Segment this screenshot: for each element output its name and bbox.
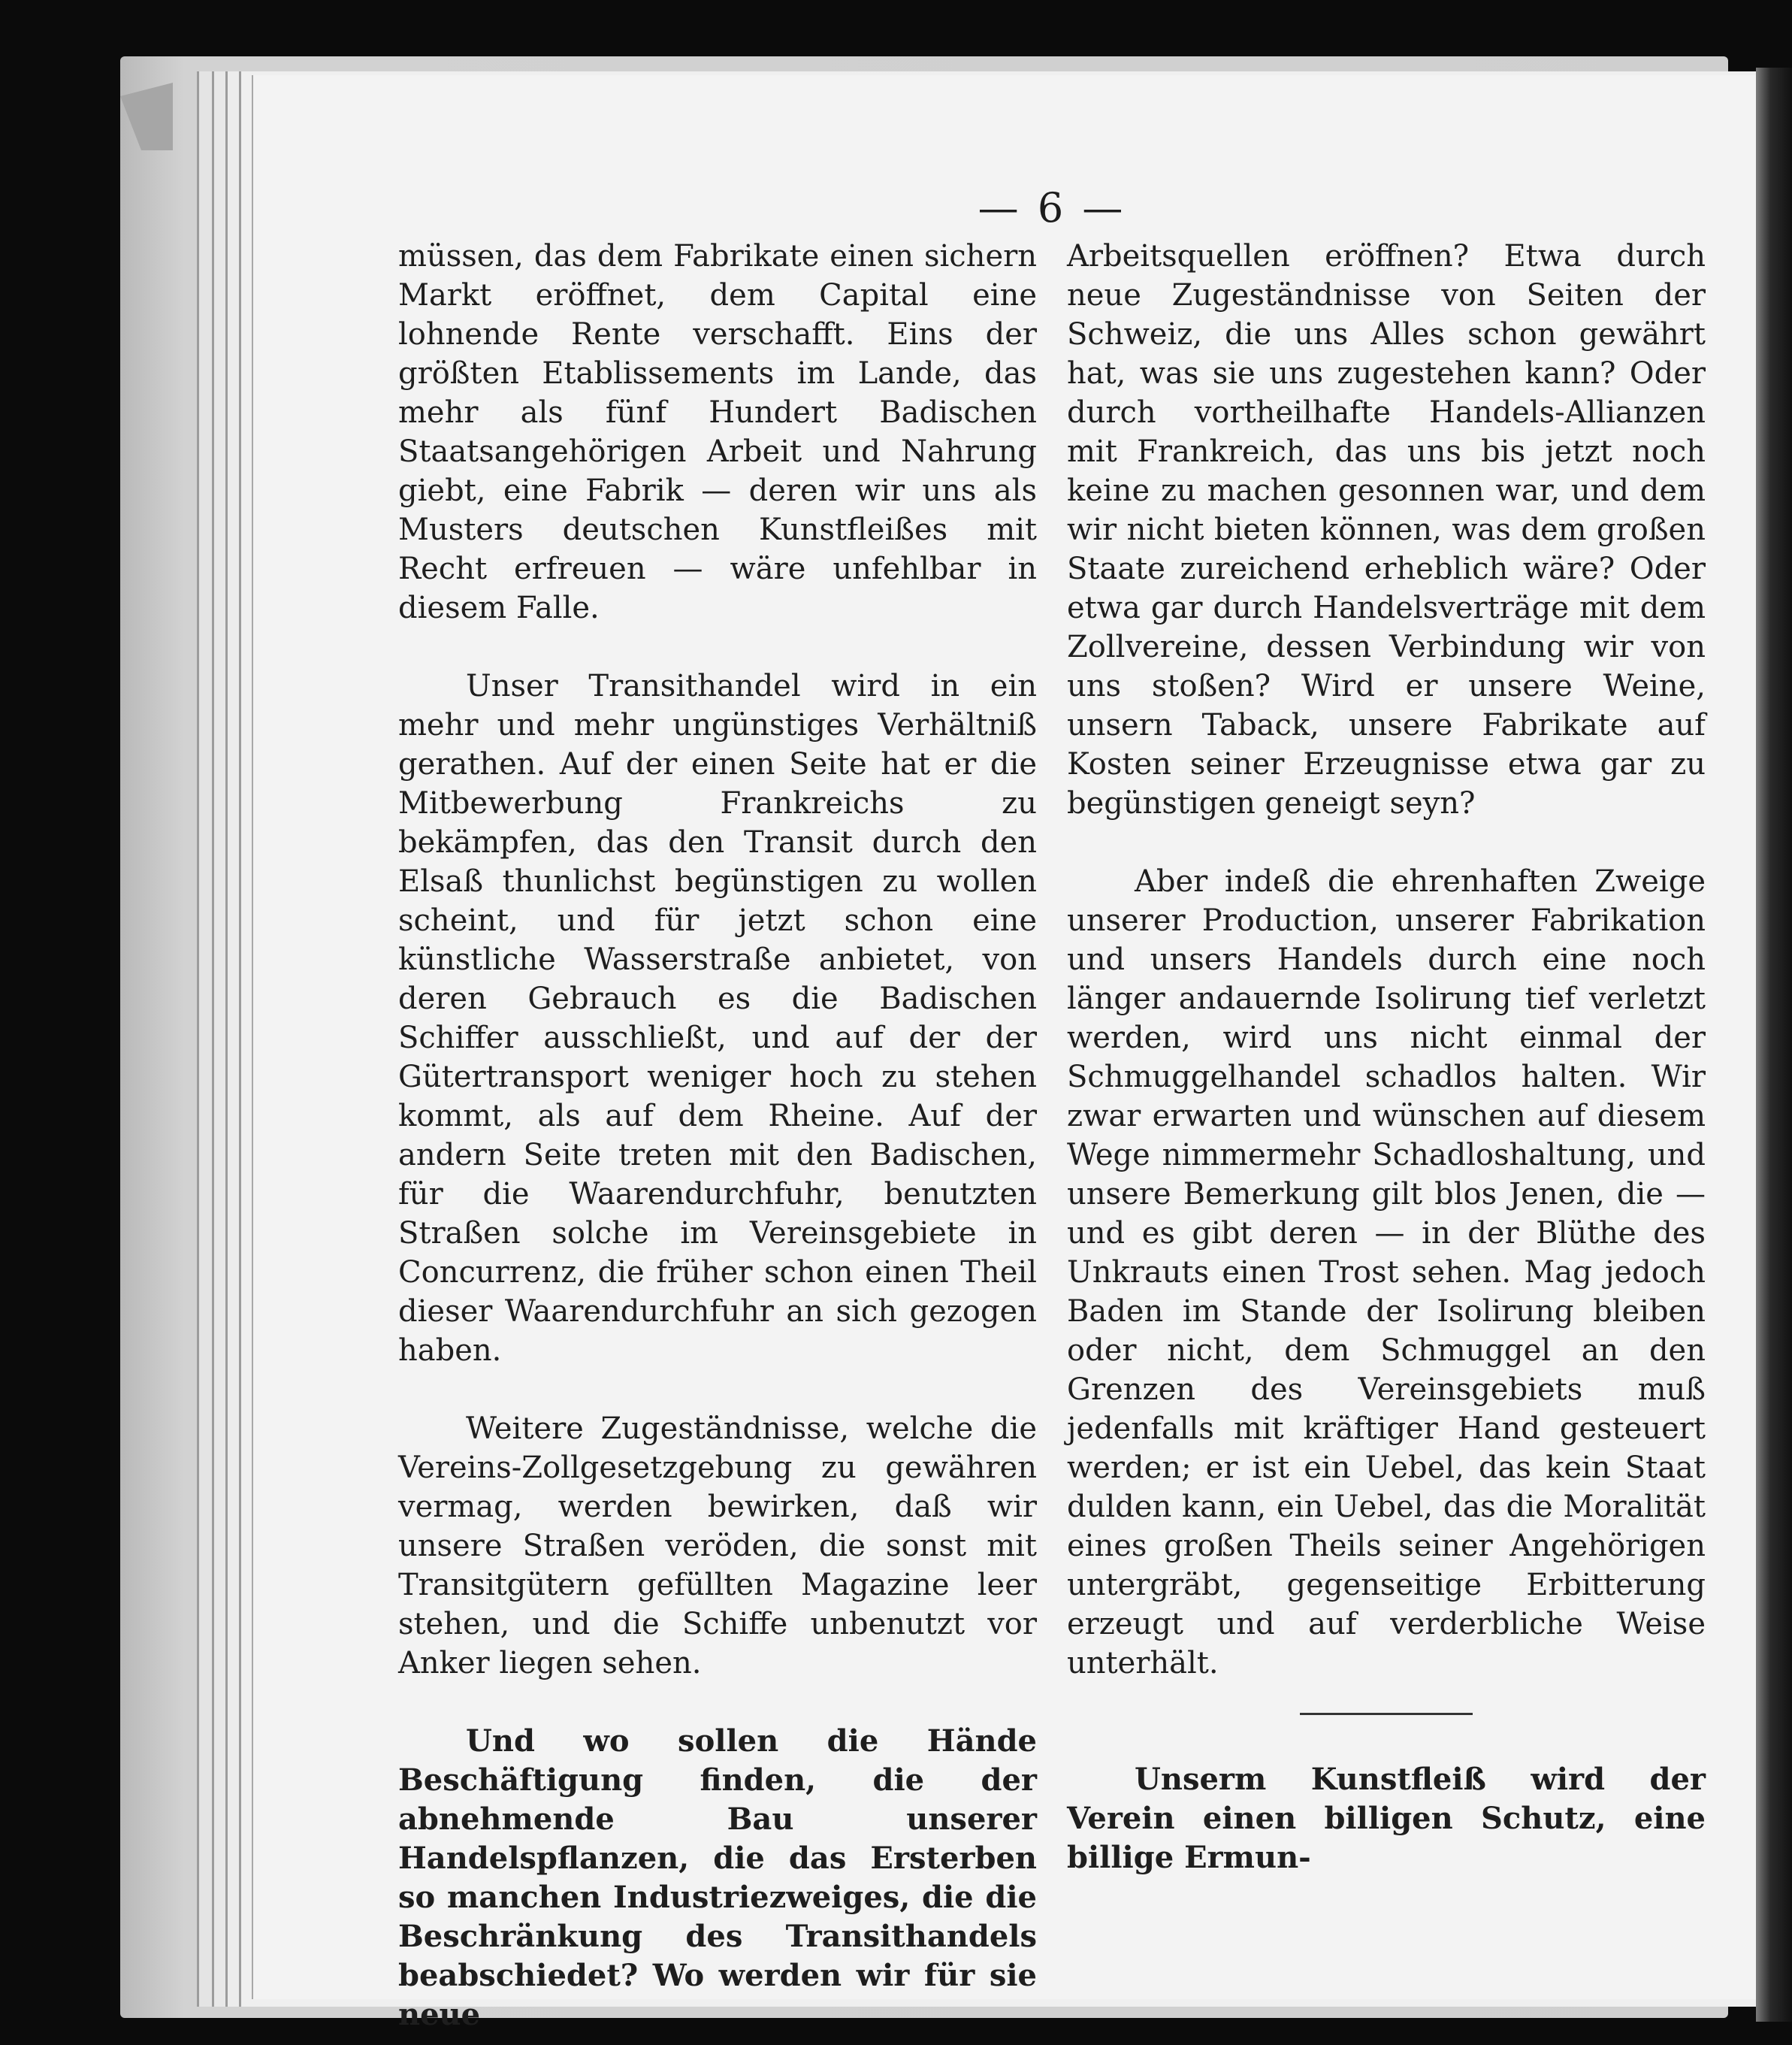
page-number: — 6 — xyxy=(978,184,1126,231)
paragraph: Unserm Kunstfleiß wird der Verein einen billigen Schutz, eine billige Ermun- xyxy=(1067,1762,1706,1875)
left-text-column xyxy=(398,237,1037,2045)
paragraph: Weitere Zugeständnisse, welche die Vereins-Zollgesetzgebung zu gewähren vermag, werden bewirken, daß wir unsere Straßen veröden, die sonst mit Transitgütern gefüllten Magazine leer stehen, und die Schiffe unbenutzt vor Anker liegen sehen. xyxy=(398,1411,1037,1680)
paragraph: Unser Transithandel wird in ein mehr und mehr ungünstiges Verhältniß gerathen. Auf der einen Seite hat er die Mitbewerbung Frankreichs zu bekämpfen, das den Transit durch den Elsaß thunlichst begünstigen zu wollen scheint, und für jetzt schon eine künstliche Wasserstraße anbietet, von deren Gebrauch es die Badischen Schiffer ausschließt, und auf der der Gütertransport weniger hoch zu stehen kommt, als auf dem Rheine. Auf der andern Seite treten mit den Badischen, für die Waarendurchfuhr, benutzten Straßen solche im Vereinsgebiete in Concurrenz, die früher schon einen Theil dieser Waarendurchfuhr an sich gezogen haben. xyxy=(398,669,1037,1368)
paragraph: müssen, das dem Fabrikate einen sichern Markt eröffnet, dem Capital eine lohnende Rente verschafft. Eins der größten Etablissements im Lande, das mehr als fünf Hundert Badischen Staatsangehörigen Arbeit und Nahrung giebt, eine Fabrik — deren wir uns als Musters deutschen Kunstfleißes mit Recht erfreuen — wäre unfehlbar in diesem Falle. xyxy=(398,239,1037,625)
right-text-column xyxy=(1067,237,1706,1916)
next-page-shadow xyxy=(1756,68,1792,2022)
paragraph: Aber indeß die ehrenhaften Zweige unserer Production, unserer Fabrikation und unsers Handels durch eine noch länger andauernde Isolirung tief verletzt werden, wird uns nicht einmal der Schmuggelhandel schadlos halten. Wir zwar erwarten und wünschen auf diesem Wege nimmermehr Schadloshaltung, und unsere Bemerkung gilt blos Jenen, die — und es gibt deren — in der Blüthe des Unkrauts einen Trost sehen. Mag jedoch Baden im Stande der Isolirung bleiben oder nicht, dem Schmuggel an den Grenzen des Vereinsgebiets muß jedenfalls mit kräftiger Hand gesteuert werden; er ist ein Uebel, das kein Staat dulden kann, ein Uebel, das die Moralität eines großen Theils seiner Angehörigen untergräbt, gegenseitige Erbitterung erzeugt und auf verderbliche Weise unterhält. xyxy=(1067,864,1706,1680)
section-divider xyxy=(1300,1713,1473,1715)
paragraph: Arbeitsquellen eröffnen? Etwa durch neue Zugeständnisse von Seiten der Schweiz, die uns Alles schon gewährt hat, was sie uns zugestehen kann? Oder durch vortheilhafte Handels-Allianzen mit Frankreich, das uns bis jetzt noch keine zu machen gesonnen war, und dem wir nicht bieten können, was dem großen Staate zureichend erheblich wäre? Oder etwa gar durch Handelsverträge mit dem Zollvereine, dessen Verbindung wir von uns stoßen? Wird er unsere Weine, unsern Taback, unsere Fabrikate auf Kosten seiner Erzeugnisse etwa gar zu begünstigen geneigt seyn? xyxy=(1067,239,1706,821)
paragraph: Und wo sollen die Hände Beschäftigung finden, die der abnehmende Bau unserer Handelspflanzen, die das Ersterben so manchen Industriezweiges, die die Beschränkung des Transithandels beabschiedet? Wo werden wir für sie neue xyxy=(398,1723,1037,2032)
